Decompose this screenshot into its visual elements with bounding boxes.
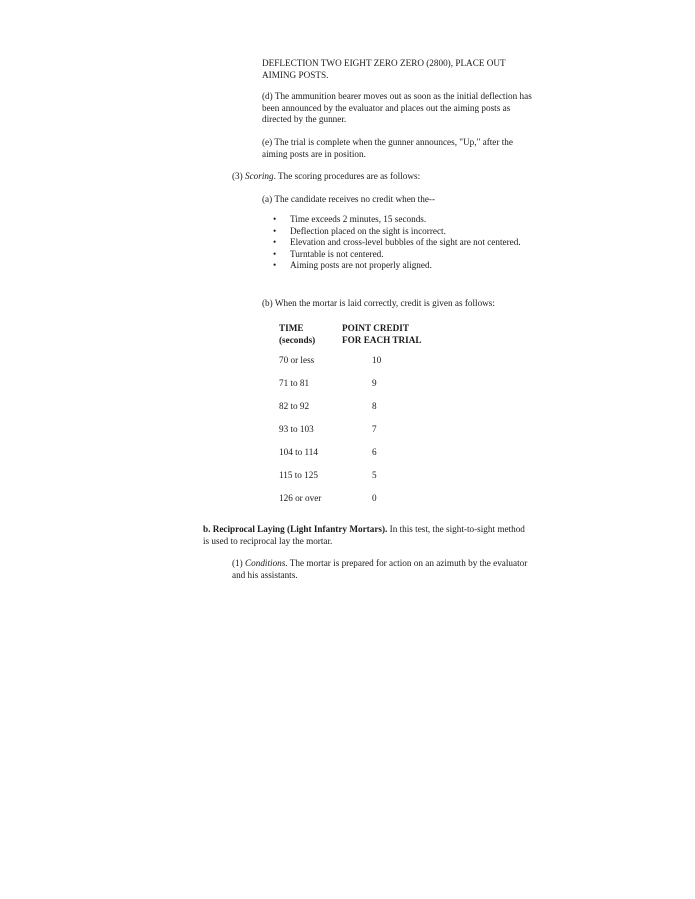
time-cell: 70 or less [279,355,315,365]
deflection-command-text: DEFLECTION TWO EIGHT ZERO ZERO (2800), PLACE OUT AIMING POSTS. [262,58,506,80]
scoring-heading: Scoring [245,171,274,181]
scoring-text: . The scoring procedures are as follows: [273,171,421,181]
bullet-icon: • [273,214,277,224]
table-row [279,401,479,413]
bullet-icon: • [273,248,277,259]
conditions-text: The mortar is prepared for action on an azimuth by the evaluator and his assistants. [232,558,528,580]
time-cell: 104 to 114 [279,447,318,457]
time-column-header [279,323,341,346]
table-row [279,378,479,390]
list-item [262,214,522,226]
paragraph-b: (b) When the mortar is laid correctly, credit is given as follows: [262,298,495,308]
time-cell: 93 to 103 [279,424,314,434]
bullet-icon: • [273,237,277,248]
time-cell: 71 to 81 [279,378,310,388]
paragraph-d: (d) The ammunition bearer moves out as soon as the initial deflection has been announced by the evaluator and places out the aiming posts as directed by the gunner. [262,91,532,125]
credit-cell: 10 [372,355,382,365]
list-item [262,226,522,238]
credit-cell: 0 [372,493,377,503]
credit-cell: 9 [372,378,377,388]
conditions-paragraph [232,558,532,581]
list-item-text: Elevation and cross-level bubbles of the sight are not centered. [290,237,521,248]
table-row [279,470,479,482]
list-item [262,249,522,261]
table-row [279,424,479,436]
reciprocal-laying-heading: b. Reciprocal Laying (Light Infantry Mortars). [203,524,388,534]
credit-column-header [342,323,482,346]
bullet-icon: • [273,225,277,236]
list-item-text: Time exceeds 2 minutes, 15 seconds. [290,214,427,224]
no-credit-list [262,214,522,272]
credit-header-line-2: FOR EACH TRIAL [342,334,422,345]
reciprocal-laying-text: In this test, the sight-to-sight method is used to reciprocal lay the mortar. [203,524,525,546]
credit-cell: 8 [372,401,377,411]
table-row [279,447,479,459]
scoring-prefix: (3) [232,171,246,181]
time-cell: 115 to 125 [279,470,318,480]
time-cell: 126 or over [279,493,322,503]
reciprocal-laying-paragraph [203,524,533,547]
paragraph-a: (a) The candidate receives no credit when the-- [262,194,436,204]
credit-cell: 6 [372,447,377,457]
list-item [262,260,522,272]
time-header-line-1: TIME [279,323,304,333]
scoring-paragraph [232,171,532,183]
time-header-line-2: (seconds) [279,334,316,345]
paragraph-e: (e) The trial is complete when the gunner announces, "Up," after the aiming posts are in position. [262,137,513,159]
list-item-text: Turntable is not centered. [290,248,384,259]
bullet-icon: • [273,260,277,271]
list-item-text: Deflection placed on the sight is incorrect. [290,225,446,236]
table-row [279,355,479,367]
conditions-heading: Conditions. [245,558,288,568]
credit-cell: 5 [372,470,377,480]
list-item-text: Aiming posts are not properly aligned. [290,260,432,271]
list-item [262,237,522,249]
table-row [279,493,479,505]
conditions-prefix: (1) [232,558,246,568]
time-cell: 82 to 92 [279,401,310,411]
credit-header-line-1: POINT CREDIT [342,323,409,333]
credit-cell: 7 [372,424,377,434]
